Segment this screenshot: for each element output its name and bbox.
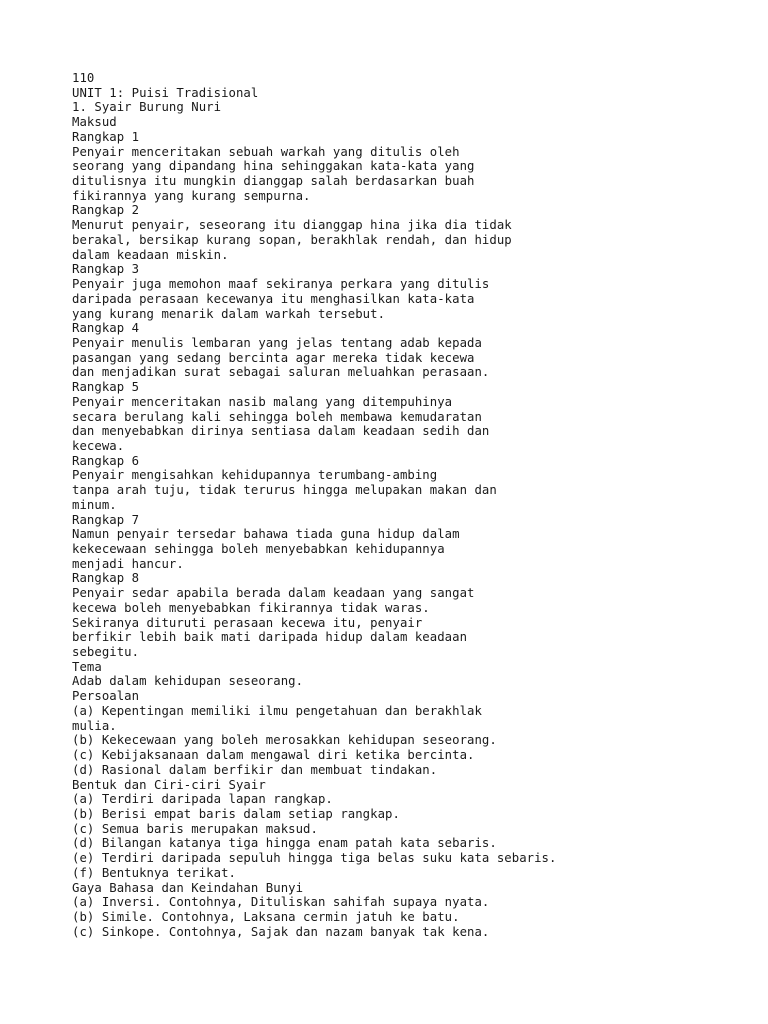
- text-line: berakal, bersikap kurang sopan, berakhlak rendah, dan hidup: [72, 232, 512, 247]
- list-item: (b) Berisi empat baris dalam setiap rangkap.: [72, 806, 400, 821]
- stanza-heading-2: Rangkap 2: [72, 203, 140, 218]
- text-line: daripada perasaan kecewanya itu menghasilkan kata-kata: [72, 291, 475, 306]
- document-page: [72, 71, 752, 939]
- text-line: kekecewaan sehingga boleh menyebabkan kehidupannya: [72, 542, 445, 556]
- list-item: mulia.: [72, 718, 117, 733]
- unit-title: UNIT 1: Puisi Tradisional: [72, 85, 259, 100]
- text-line: seorang yang dipandang hina sehinggakan kata-kata yang: [72, 159, 475, 174]
- list-item: (d) Rasional dalam berfikir dan membuat tindakan.: [72, 762, 438, 777]
- poem-title: 1. Syair Burung Nuri: [72, 100, 222, 115]
- text-line: kecewa.: [72, 438, 125, 453]
- text-line: Namun penyair tersedar bahawa tiada guna hidup dalam: [72, 527, 460, 542]
- stanza-heading-5: Rangkap 5: [72, 380, 140, 395]
- text-line: Penyair mengisahkan kehidupannya terumbang-ambing: [72, 468, 438, 483]
- stanza-heading-8: Rangkap 8: [72, 571, 140, 586]
- text-line: berfikir lebih baik mati daripada hidup dalam keadaan: [72, 630, 468, 645]
- section-heading-bentuk: Bentuk dan Ciri-ciri Syair: [72, 777, 266, 792]
- text-line: minum.: [72, 497, 117, 512]
- list-item: (b) Simile. Contohnya, Laksana cermin jatuh ke batu.: [72, 909, 460, 924]
- list-item: (c) Sinkope. Contohnya, Sajak dan nazam banyak tak kena.: [72, 924, 490, 939]
- text-line: ditulisnya itu mungkin dianggap salah berdasarkan buah: [72, 174, 475, 189]
- stanza-heading-3: Rangkap 3: [72, 262, 140, 277]
- text-line: kecewa boleh menyebabkan fikirannya tidak waras.: [72, 600, 430, 615]
- list-item: (a) Kepentingan memiliki ilmu pengetahuan dan berakhlak: [72, 703, 482, 718]
- list-item: (d) Bilangan katanya tiga hingga enam patah kata sebaris.: [72, 836, 497, 851]
- list-item: (c) Kebijaksanaan dalam mengawal diri ketika bercinta.: [72, 748, 475, 763]
- page-number: 110: [72, 71, 95, 85]
- text-line: Adab dalam kehidupan seseorang.: [72, 674, 304, 689]
- section-heading-gaya-bahasa: Gaya Bahasa dan Keindahan Bunyi: [72, 880, 304, 895]
- text-line: dalam keadaan miskin.: [72, 247, 229, 262]
- list-item: (a) Terdiri daripada lapan rangkap.: [72, 792, 333, 807]
- list-item: (c) Semua baris merupakan maksud.: [72, 821, 318, 836]
- text-line: Penyair menulis lembaran yang jelas tentang adab kepada: [72, 335, 482, 350]
- stanza-heading-1: Rangkap 1: [72, 129, 140, 144]
- text-line: Menurut penyair, seseorang itu dianggap hina jika dia tidak: [72, 218, 512, 233]
- section-heading-persoalan: Persoalan: [72, 689, 140, 704]
- stanza-heading-4: Rangkap 4: [72, 321, 140, 336]
- text-line: tanpa arah tuju, tidak terurus hingga melupakan makan dan: [72, 483, 497, 498]
- text-line: dan menyebabkan dirinya sentiasa dalam keadaan sedih dan: [72, 424, 490, 439]
- text-line: yang kurang menarik dalam warkah tersebut.: [72, 306, 386, 321]
- text-line: menjadi hancur.: [72, 556, 184, 571]
- text-line: pasangan yang sedang bercinta agar mereka tidak kecewa: [72, 350, 475, 365]
- text-line: dan menjadikan surat sebagai saluran meluahkan perasaan.: [72, 365, 490, 380]
- section-heading-maksud: Maksud: [72, 115, 117, 130]
- text-line: Penyair menceritakan sebuah warkah yang ditulis oleh: [72, 144, 460, 159]
- stanza-heading-7: Rangkap 7: [72, 512, 140, 527]
- text-line: Penyair juga memohon maaf sekiranya perkara yang ditulis: [72, 277, 490, 292]
- list-item: (a) Inversi. Contohnya, Dituliskan sahifah supaya nyata.: [72, 895, 490, 910]
- stanza-heading-6: Rangkap 6: [72, 453, 140, 468]
- section-heading-tema: Tema: [72, 659, 102, 674]
- text-line: secara berulang kali sehingga boleh membawa kemudaratan: [72, 409, 482, 424]
- text-line: Penyair sedar apabila berada dalam keadaan yang sangat: [72, 586, 475, 601]
- list-item: (e) Terdiri daripada sepuluh hingga tiga belas suku kata sebaris.: [72, 851, 557, 866]
- list-item: (b) Kekecewaan yang boleh merosakkan kehidupan seseorang.: [72, 733, 497, 748]
- list-item: (f) Bentuknya terikat.: [72, 865, 236, 880]
- text-line: sebegitu.: [72, 645, 140, 660]
- text-line: Penyair menceritakan nasib malang yang ditempuhinya: [72, 394, 453, 409]
- text-line: fikirannya yang kurang sempurna.: [72, 188, 311, 203]
- text-line: Sekiranya dituruti perasaan kecewa itu, penyair: [72, 615, 423, 630]
